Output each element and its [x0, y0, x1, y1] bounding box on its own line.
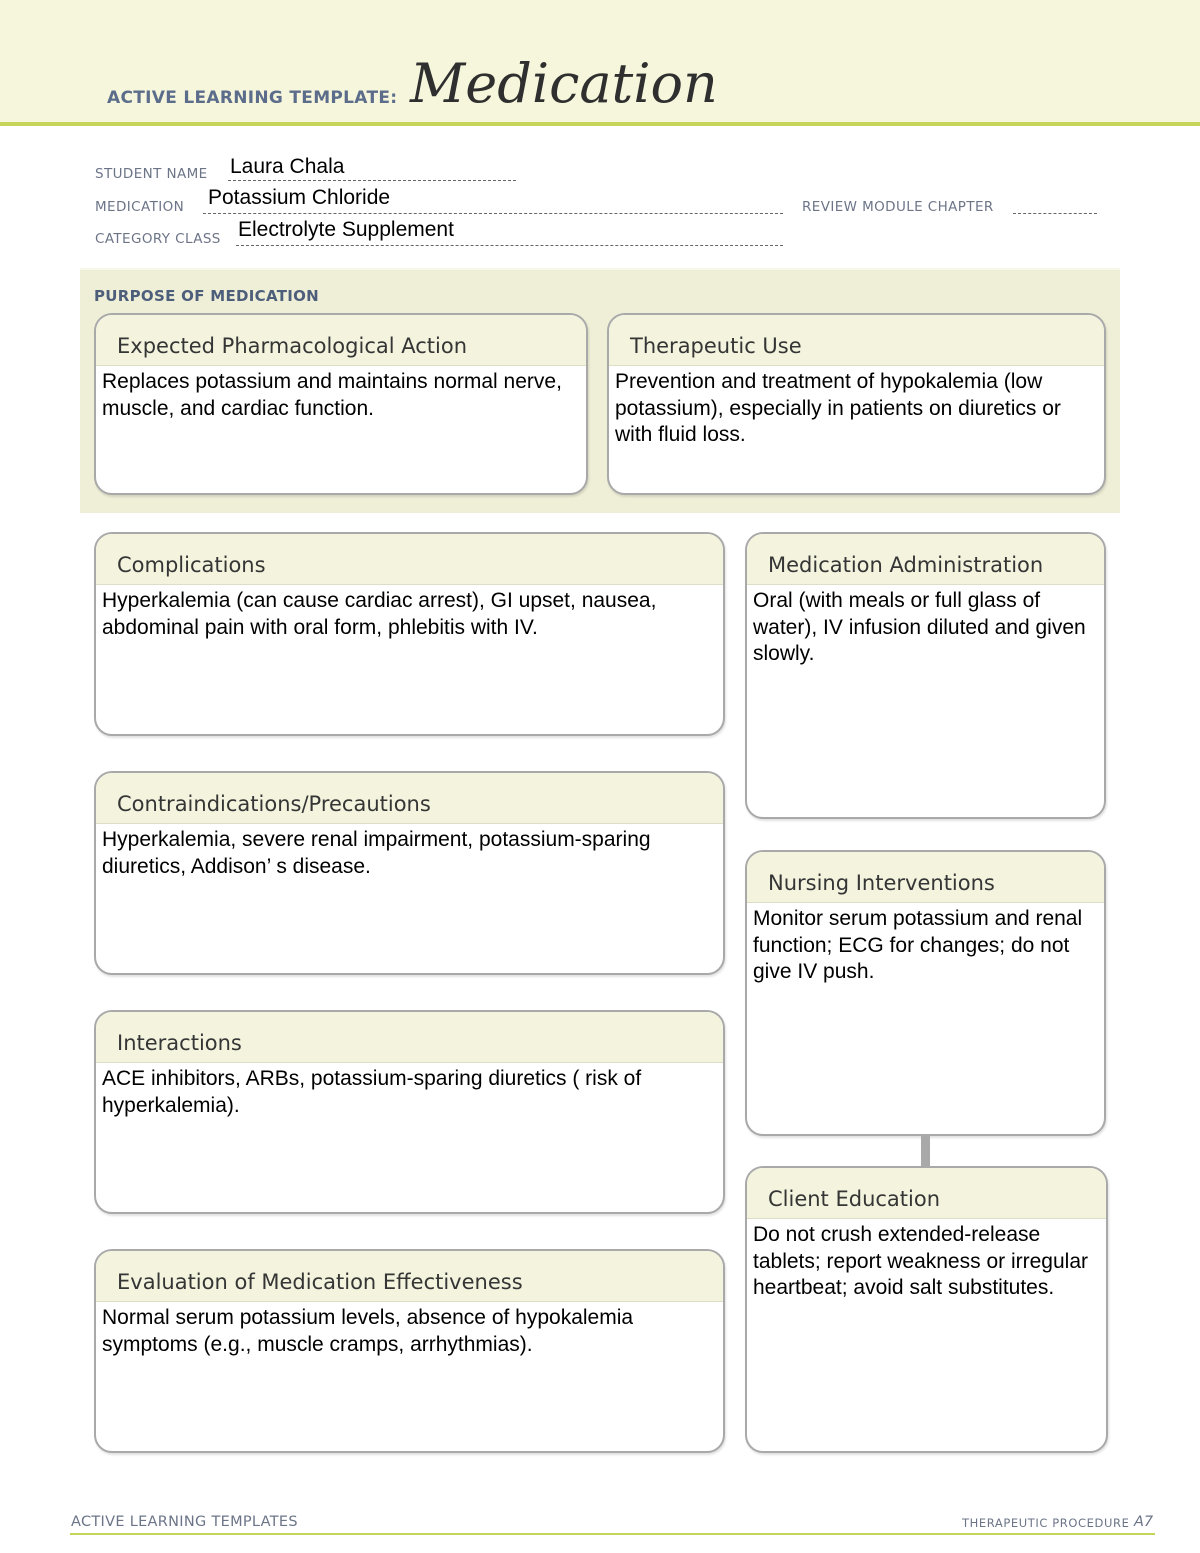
expected-action-title: Expected Pharmacological Action	[96, 315, 586, 366]
complications-text[interactable]: Hyperkalemia (can cause cardiac arrest), GI upset, nausea, abdominal pain with oral form, phlebitis with IV.	[102, 589, 657, 639]
complications-title: Complications	[96, 534, 723, 585]
box-connector	[921, 1134, 930, 1166]
contraindications-box	[94, 771, 725, 975]
evaluation-box	[94, 1249, 725, 1453]
category-label: CATEGORY CLASS	[95, 231, 221, 247]
interactions-title: Interactions	[96, 1012, 723, 1063]
medication-label: MEDICATION	[95, 199, 185, 215]
client-education-text[interactable]: Do not crush extended-release tablets; report weakness or irregular heartbeat; avoid salt substitutes.	[753, 1223, 1088, 1299]
contraindications-text[interactable]: Hyperkalemia, severe renal impairment, potassium-sparing diuretics, Addison’ s disease.	[102, 828, 651, 878]
student-name-line	[228, 180, 516, 181]
therapeutic-use-text[interactable]: Prevention and treatment of hypokalemia (low potassium), especially in patients on diuretics or with fluid loss.	[615, 370, 1061, 446]
complications-box	[94, 532, 725, 736]
expected-action-box	[94, 313, 588, 495]
footer-right: THERAPEUTIC PROCEDURE	[962, 1516, 1130, 1530]
interactions-text[interactable]: ACE inhibitors, ARBs, potassium-sparing diuretics ( risk of hyperkalemia).	[102, 1067, 642, 1117]
review-module-field[interactable]	[1013, 213, 1097, 214]
footer-rule	[70, 1533, 1155, 1535]
contraindications-title: Contraindications/Precautions	[96, 773, 723, 824]
nursing-text[interactable]: Monitor serum potassium and renal function; ECG for changes; do not give IV push.	[753, 907, 1083, 983]
nursing-title: Nursing Interventions	[747, 852, 1104, 903]
medication-line	[203, 213, 783, 214]
purpose-label: PURPOSE OF MEDICATION	[94, 287, 320, 305]
template-label: ACTIVE LEARNING TEMPLATE:	[107, 88, 398, 108]
administration-text[interactable]: Oral (with meals or full glass of water), IV infusion diluted and given slowly.	[753, 589, 1086, 665]
evaluation-title: Evaluation of Medication Effectiveness	[96, 1251, 723, 1302]
nursing-box	[745, 850, 1106, 1136]
category-field[interactable]: Electrolyte Supplement	[238, 218, 454, 241]
expected-action-text[interactable]: Replaces potassium and maintains normal nerve, muscle, and cardiac function.	[102, 370, 562, 420]
category-line	[236, 245, 783, 246]
client-education-title: Client Education	[747, 1168, 1106, 1219]
footer-left: ACTIVE LEARNING TEMPLATES	[71, 1514, 298, 1530]
page-number: A7	[1134, 1514, 1154, 1530]
therapeutic-use-title: Therapeutic Use	[609, 315, 1104, 366]
interactions-box	[94, 1010, 725, 1214]
therapeutic-use-box	[607, 313, 1106, 495]
student-name-field[interactable]: Laura Chala	[230, 155, 345, 178]
client-education-box	[745, 1166, 1108, 1453]
administration-box	[745, 532, 1106, 819]
student-name-label: STUDENT NAME	[95, 166, 208, 182]
administration-title: Medication Administration	[747, 534, 1104, 585]
medication-field[interactable]: Potassium Chloride	[208, 186, 391, 209]
header-rule	[0, 122, 1200, 126]
evaluation-text[interactable]: Normal serum potassium levels, absence of hypokalemia symptoms (e.g., muscle cramps, arrhythmias).	[102, 1306, 634, 1356]
page-title: Medication	[410, 52, 718, 115]
review-module-label: REVIEW MODULE CHAPTER	[802, 199, 994, 215]
